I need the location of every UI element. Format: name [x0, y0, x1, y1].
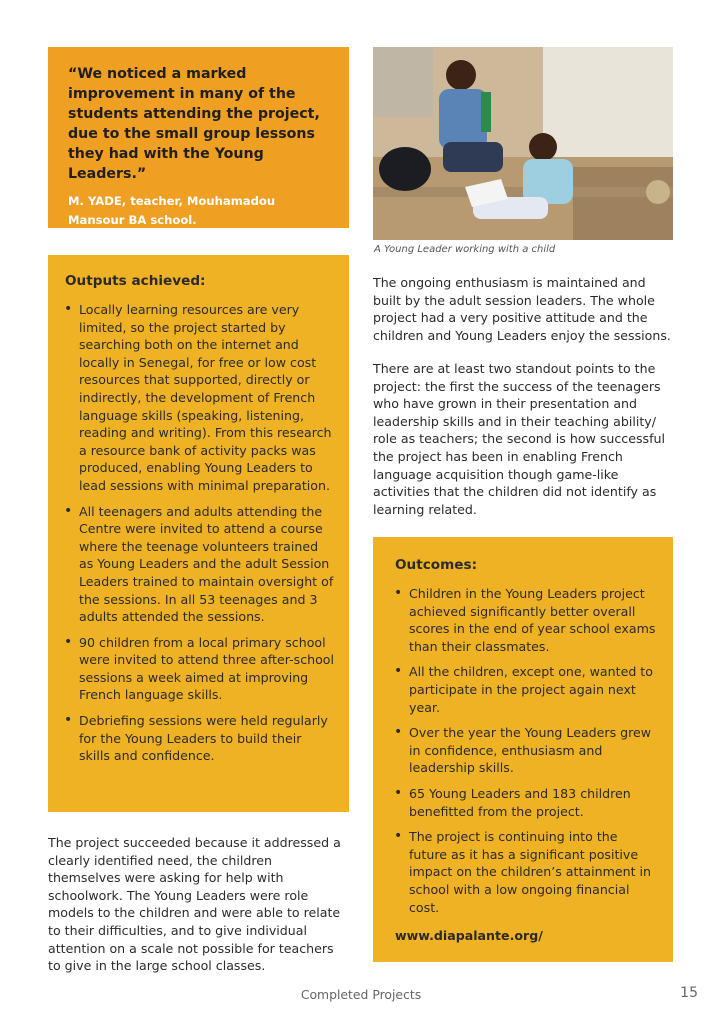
list-item: • All teenagers and adults attending the Centre were invited to attend a course where the teenage volunteers trained as Young Leaders and the adult Session Leaders trained to maintain oversight of the sessions. In all 53 teenages and 3 adults attended the sessions.: [63, 503, 335, 626]
outputs-title: Outputs achieved:: [65, 273, 206, 289]
quote-attribution: M. YADE, teacher, Mouhamadou Mansour BA school.: [68, 194, 276, 227]
list-item: • All the children, except one, wanted to participate in the project again next year.: [393, 663, 659, 716]
body-paragraph-right-2: There are at least two standout points to the project: the first the success of the teenagers who have grown in their presentation and leadership skills and in their teaching ability/ role as teachers; the second is how successful the project has been in enabling French language acquisition though game-like activities that the children did not identify as learning related.: [373, 361, 665, 517]
outputs-list: [63, 301, 335, 765]
list-item: • The project is continuing into the future as it has a significant positive impact on the children’s attainment in school with a low ongoing financial cost.: [393, 828, 659, 916]
outcomes-list: [393, 585, 659, 916]
project-photo: [373, 47, 673, 240]
body-paragraph-right-1: The ongoing enthusiasm is maintained and built by the adult session leaders. The whole project had a very positive attitude and the children and Young Leaders enjoy the sessions.: [373, 275, 671, 343]
page-number: 15: [680, 985, 698, 1001]
outcomes-box: [373, 537, 673, 962]
list-item: • 90 children from a local primary school were invited to attend three after-school sessions a week aimed at improving French language skills.: [63, 634, 335, 704]
photo-caption: A Young Leader working with a child: [374, 244, 556, 255]
footer-section-label: Completed Projects: [300, 987, 422, 1002]
pull-quote-text: “We noticed a marked improvement in many of the students attending the project, due to the small group lessons they had with the Young Leaders.”: [68, 66, 320, 182]
list-item: • 65 Young Leaders and 183 children benefitted from the project.: [393, 785, 659, 820]
pull-quote-box: [48, 47, 349, 228]
list-item: • Over the year the Young Leaders grew in confidence, enthusiasm and leadership skills.: [393, 724, 659, 777]
list-item: • Debriefing sessions were held regularly for the Young Leaders to build their skills and confidence.: [63, 712, 335, 765]
outcomes-title: Outcomes:: [395, 557, 478, 573]
list-item: • Locally learning resources are very limited, so the project started by searching both on the internet and locally in Senegal, for free or low cost resources that supported, directly or indirectly, the development of French language skills (speaking, listening, reading and writing). From this research a resource bank of activity packs was produced, enabling Young Leaders to lead sessions with minimal preparation.: [63, 301, 335, 495]
website-link[interactable]: www.diapalante.org/: [395, 928, 543, 944]
body-paragraph-left: The project succeeded because it addressed a clearly identified need, the children themselves were asking for help with schoolwork. The Young Leaders were role models to the children and were able to relate to their difficulties, and to give individual attention on a scale not possible for teachers to give in the large school classes.: [48, 835, 341, 974]
outputs-box: [48, 255, 349, 812]
list-item: • Children in the Young Leaders project achieved significantly better overall scores in the end of year school exams than their classmates.: [393, 585, 659, 655]
